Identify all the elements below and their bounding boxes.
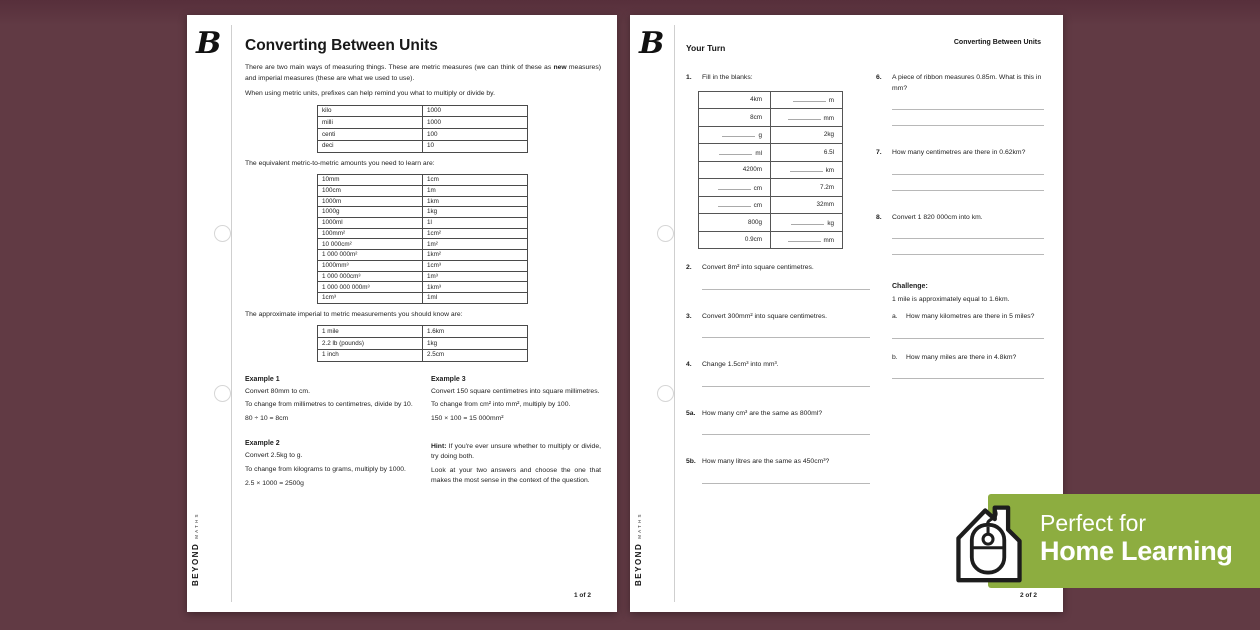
questions-left-list: [686, 263, 870, 484]
fill-blanks-cell: [699, 109, 771, 127]
table-row: [318, 326, 528, 338]
question: [876, 213, 1044, 256]
question-head: [686, 409, 870, 420]
table-row: [318, 338, 528, 350]
margin-divider: [231, 25, 232, 602]
amount-cell: 1000mm³: [318, 260, 423, 271]
answer-line: [892, 254, 1044, 255]
table-row: [318, 207, 528, 218]
example-line: To change from kilograms to grams, multiply by 1000.: [245, 465, 406, 473]
worksheet-page-1: [187, 15, 617, 612]
intro-text: There are two main ways of measuring things. These are metric measures (we can think of these as: [245, 64, 554, 71]
table-row: [318, 239, 528, 250]
question-head: [876, 73, 1044, 94]
cell-value: mm: [823, 114, 834, 122]
answer-lines: [892, 238, 1044, 255]
table-row: [318, 282, 528, 293]
answer-blank: [791, 218, 824, 225]
example-block: [245, 440, 415, 489]
fill-blanks-cell: [771, 196, 843, 214]
example-line: To change from millimetres to centimetres, divide by 10.: [245, 401, 413, 409]
question: [686, 409, 870, 436]
fill-blanks-cell: [699, 179, 771, 197]
answer-line: [892, 109, 1044, 110]
value-cell: 1000: [423, 105, 528, 117]
questions-right-column: [876, 73, 1044, 393]
hint-label: Hint:: [431, 443, 447, 451]
brand-sidebar-text: [185, 512, 203, 586]
question: [686, 457, 870, 484]
question-text: How many miles are there in 4.8km?: [906, 353, 1017, 361]
house-mouse-icon: [948, 500, 1030, 584]
example-line: Convert 80mm to cm.: [245, 387, 310, 395]
fill-blanks-cell: [771, 144, 843, 162]
hint-line: [431, 442, 601, 462]
table-row: [318, 105, 528, 117]
hole-punch-icon: [657, 225, 674, 242]
answer-line: [702, 483, 870, 484]
equivalent-cell: 1l: [423, 218, 528, 229]
example-line: Convert 150 square centimetres into square millimetres.: [431, 387, 600, 395]
challenge-parts: [892, 312, 1044, 379]
fill-blanks-cell: [771, 91, 843, 109]
question-number: 7.: [876, 149, 882, 157]
fill-blanks-cell: [699, 214, 771, 232]
examples-right-column: [431, 376, 601, 505]
value-cell: 100: [423, 129, 528, 141]
metric-cell: 1kg: [423, 338, 528, 350]
prefix-table: [317, 105, 528, 153]
example-line: To change from cm² into mm², multiply by 100.: [431, 401, 571, 409]
answer-lines: [702, 289, 870, 290]
equivalent-cell: 1km²: [423, 250, 528, 261]
question: [876, 148, 1044, 191]
equivalent-cell: 1kg: [423, 207, 528, 218]
margin-divider: [674, 25, 675, 602]
answer-lines: [892, 378, 1044, 379]
imperial-table: [317, 325, 528, 361]
cell-value: cm: [753, 184, 762, 192]
example-title: Example 2: [245, 440, 280, 448]
fill-blanks-row: [699, 144, 843, 162]
answer-line: [702, 434, 870, 435]
amount-cell: 1cm³: [318, 293, 423, 304]
amount-cell: 10mm: [318, 175, 423, 186]
cell-value: 32mm: [816, 201, 834, 209]
prefix-cell: deci: [318, 140, 423, 152]
imperial-cell: 1 mile: [318, 326, 423, 338]
answer-line: [892, 174, 1044, 175]
question-head: [686, 360, 870, 371]
answer-lines: [702, 434, 870, 435]
answer-line: [892, 378, 1044, 379]
question-head: [876, 148, 1044, 159]
question-number: 5b.: [686, 458, 696, 466]
table-row: [318, 250, 528, 261]
equivalent-cell: 1m²: [423, 239, 528, 250]
metric-cell: 2.5cm: [423, 349, 528, 361]
fill-blanks-cell: [771, 161, 843, 179]
answer-blank: [722, 130, 755, 137]
cell-value: km: [825, 167, 834, 175]
brand-sub: MATHS: [637, 512, 642, 539]
table-row: [318, 196, 528, 207]
fill-blanks-row: [699, 126, 843, 144]
example-title: Example 3: [431, 375, 466, 383]
answer-lines: [892, 109, 1044, 126]
challenge-part: [892, 353, 1044, 380]
equivalent-cell: 1km³: [423, 282, 528, 293]
page-header: Converting Between Units: [953, 39, 1041, 46]
answer-blank: [790, 165, 823, 172]
page-title: Converting Between Units: [245, 37, 438, 54]
fill-blanks-table: [698, 91, 843, 250]
question-text: Convert 8m² into square centimetres.: [702, 264, 814, 272]
section-heading: Your Turn: [686, 43, 726, 53]
beyond-logo-icon: B: [639, 26, 665, 61]
example-title: Example 1: [245, 375, 280, 383]
question-text: Change 1.5cm³ into mm³.: [702, 361, 779, 369]
question-text: Convert 1 820 000cm into km.: [892, 213, 983, 221]
example-line: 80 ÷ 10 = 8cm: [245, 414, 289, 422]
cell-value: 2kg: [823, 131, 834, 139]
table-row: [318, 117, 528, 129]
equivalent-cell: 1cm²: [423, 228, 528, 239]
question-text: How many cm³ are the same as 800ml?: [702, 409, 823, 417]
fill-blanks-row: [699, 231, 843, 249]
question-number: 5a.: [686, 409, 696, 417]
question-number: 6.: [876, 74, 882, 81]
brand-name: BEYOND: [191, 542, 200, 586]
prefix-cell: milli: [318, 117, 423, 129]
answer-blank: [788, 235, 821, 242]
page-number: 1 of 2: [574, 592, 591, 599]
question-number: 4.: [686, 361, 692, 369]
cell-value: ml: [755, 149, 762, 157]
imperial-paragraph: The approximate imperial to metric measurements you should know are:: [245, 310, 463, 318]
fill-blanks-row: [699, 109, 843, 127]
equivalent-cell: 1m³: [423, 271, 528, 282]
home-learning-badge: [988, 494, 1260, 588]
amount-cell: 1 000 000cm³: [318, 271, 423, 282]
challenge-section: [892, 283, 1044, 379]
answer-lines: [892, 174, 1044, 191]
fill-blanks-cell: [771, 179, 843, 197]
equivalent-cell: 1m: [423, 185, 528, 196]
question-text: Fill in the blanks:: [702, 74, 753, 81]
question-text: How many kilometres are there in 5 miles?: [906, 313, 1035, 321]
hole-punch-icon: [657, 385, 674, 402]
fill-blanks-row: [699, 196, 843, 214]
cell-value: cm: [753, 202, 762, 210]
fill-blanks-cell: [771, 109, 843, 127]
fill-blanks-cell: [699, 231, 771, 249]
hint-text: If you're ever unsure whether to multiply or divide, try doing both.: [431, 443, 601, 461]
page-number: 2 of 2: [1020, 592, 1037, 599]
question-number: 8.: [876, 213, 882, 221]
question-text: Convert 300mm² into square centimetres.: [702, 312, 828, 320]
question: [686, 312, 870, 339]
prefix-cell: kilo: [318, 105, 423, 117]
table-row: [318, 129, 528, 141]
table-row: [318, 228, 528, 239]
fill-blanks-cell: [699, 144, 771, 162]
amount-cell: 1 000 000 000m³: [318, 282, 423, 293]
question: [876, 73, 1044, 126]
prefix-paragraph: When using metric units, prefixes can help remind you what to multiply or divide by.: [245, 90, 495, 98]
badge-text: [1040, 510, 1233, 567]
table-row: [318, 293, 528, 304]
cell-value: 6.5l: [823, 148, 834, 156]
badge-line-2: Home Learning: [1040, 536, 1233, 567]
amount-cell: 10 000cm²: [318, 239, 423, 250]
equivalent-cell: 1ml: [423, 293, 528, 304]
brand-name: BEYOND: [634, 542, 643, 586]
example-line: Convert 2.5kg to g.: [245, 452, 303, 460]
question-head: [686, 263, 870, 274]
answer-blank: [718, 183, 751, 190]
answer-line: [702, 386, 870, 387]
cell-value: mm: [823, 237, 834, 245]
fill-blanks-cell: [699, 161, 771, 179]
answer-line: [892, 338, 1044, 339]
answer-blank: [793, 95, 826, 102]
amount-cell: 1000m: [318, 196, 423, 207]
brand-sidebar-text: [628, 512, 646, 586]
intro-text: measures) and imperial measures (these are what we used to use).: [245, 64, 601, 82]
cell-value: 800g: [747, 218, 762, 226]
fill-blanks-cell: [771, 214, 843, 232]
challenge-title: Challenge:: [892, 283, 928, 291]
question-head: [686, 457, 870, 468]
fill-blanks-row: [699, 214, 843, 232]
question-head: [876, 213, 1044, 224]
questions-left-column: [686, 73, 870, 506]
answer-blank: [719, 148, 752, 155]
question-number: 3.: [686, 312, 692, 320]
page1-content: [245, 37, 601, 505]
answer-blank: [788, 113, 821, 120]
intro-emphasis: new: [553, 64, 567, 71]
question-number: 1.: [686, 74, 692, 81]
challenge-part: [892, 312, 1044, 339]
amount-cell: 100cm: [318, 185, 423, 196]
prefix-cell: centi: [318, 129, 423, 141]
hole-punch-icon: [214, 385, 231, 402]
table-row: [318, 271, 528, 282]
fill-blanks-row: [699, 91, 843, 109]
answer-line: [892, 238, 1044, 239]
example-line: 2.5 × 1000 = 2500g: [245, 479, 304, 487]
fill-blanks-cell: [699, 126, 771, 144]
fill-blanks-row: [699, 161, 843, 179]
example-block: [245, 376, 415, 425]
table-row: [318, 140, 528, 152]
cell-value: 4km: [750, 96, 762, 104]
examples-section: [245, 376, 601, 505]
hint-line: Look at your two answers and choose the one that makes the most sense in the context of the question.: [431, 467, 601, 485]
answer-line: [702, 289, 870, 290]
fill-blanks-cell: [771, 126, 843, 144]
equivalent-cell: 1km: [423, 196, 528, 207]
example-line: 150 × 100 = 15 000mm²: [431, 414, 504, 422]
amount-cell: 1000g: [318, 207, 423, 218]
cell-value: kg: [827, 219, 834, 227]
question-letter: a.: [892, 313, 898, 321]
question-letter: b.: [892, 353, 898, 361]
amount-cell: 1 000 000m²: [318, 250, 423, 261]
value-cell: 1000: [423, 117, 528, 129]
answer-line: [892, 125, 1044, 126]
intro-paragraph: [245, 63, 601, 84]
cell-value: g: [758, 132, 762, 140]
examples-left-column: [245, 376, 415, 505]
equivalent-cell: 1cm³: [423, 260, 528, 271]
question-head: [892, 312, 1044, 323]
question-text: A piece of ribbon measures 0.85m. What is this in mm?: [892, 74, 1042, 92]
cell-value: 8cm: [750, 113, 762, 121]
answer-blank: [718, 200, 751, 207]
answer-lines: [702, 337, 870, 338]
cell-value: 0.9cm: [744, 236, 762, 244]
equivalent-cell: 1cm: [423, 175, 528, 186]
value-cell: 10: [423, 140, 528, 152]
challenge-intro: 1 mile is approximately equal to 1.6km.: [892, 296, 1010, 304]
question-text: How many centimetres are there in 0.62km?: [892, 149, 1026, 157]
question-head: [686, 312, 870, 323]
answer-lines: [702, 483, 870, 484]
cell-value: m: [828, 97, 834, 105]
question: [686, 263, 870, 290]
amount-cell: 1000ml: [318, 218, 423, 229]
answer-line: [702, 337, 870, 338]
table-row: [318, 349, 528, 361]
question-head: [892, 353, 1044, 364]
answer-line: [892, 190, 1044, 191]
beyond-logo-icon: B: [196, 26, 222, 61]
amount-cell: 100mm²: [318, 228, 423, 239]
answer-lines: [702, 386, 870, 387]
metric-cell: 1.6km: [423, 326, 528, 338]
question-1-head: [686, 73, 870, 84]
question: [686, 360, 870, 387]
brand-sub: MATHS: [194, 512, 199, 539]
fill-blanks-cell: [699, 196, 771, 214]
hole-punch-icon: [214, 225, 231, 242]
badge-line-1: Perfect for: [1040, 510, 1147, 536]
table-row: [318, 260, 528, 271]
cell-value: 7.2m: [820, 183, 834, 191]
hint-block: [431, 442, 601, 486]
table-row: [318, 185, 528, 196]
fill-blanks-cell: [771, 231, 843, 249]
fill-blanks-cell: [699, 91, 771, 109]
table-row: [318, 175, 528, 186]
questions-right-list: [876, 73, 1044, 255]
fill-blanks-row: [699, 179, 843, 197]
metric-paragraph: The equivalent metric-to-metric amounts you need to learn are:: [245, 159, 435, 167]
imperial-cell: 2.2 lb (pounds): [318, 338, 423, 350]
cell-value: 4200m: [742, 166, 762, 174]
question-number: 2.: [686, 264, 692, 272]
answer-lines: [892, 338, 1044, 339]
question-text: How many litres are the same as 450cm³?: [702, 458, 830, 466]
imperial-cell: 1 inch: [318, 349, 423, 361]
metric-equivalents-table: [317, 174, 528, 304]
example-block: [431, 376, 601, 425]
table-row: [318, 218, 528, 229]
